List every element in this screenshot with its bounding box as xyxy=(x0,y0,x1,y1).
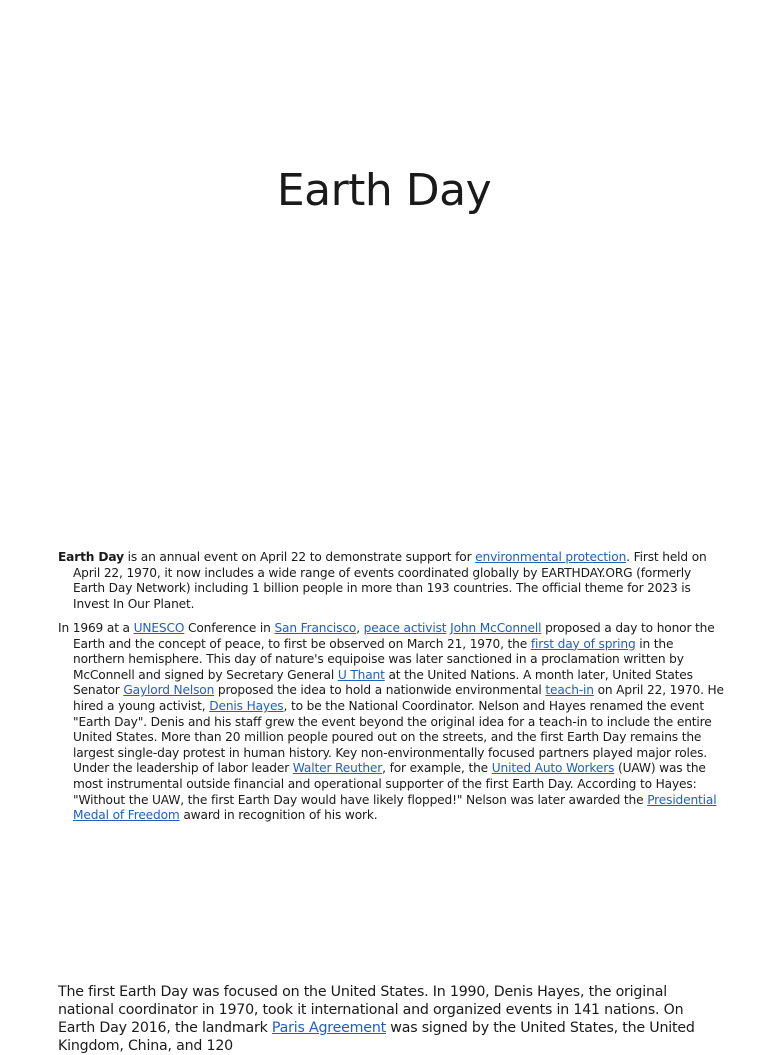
link-san-francisco[interactable]: San Francisco xyxy=(274,621,357,635)
link-united-auto-workers[interactable]: United Auto Workers xyxy=(491,761,615,776)
link-gaylord-nelson[interactable]: Gaylord Nelson xyxy=(123,683,215,698)
history-paragraph xyxy=(58,621,725,824)
link-teach-in[interactable]: teach-in xyxy=(545,683,594,698)
text: proposed the idea to hold a nationwide environmental xyxy=(214,683,546,698)
text: In 1969 at a xyxy=(58,621,134,635)
link-unesco[interactable]: UNESCO xyxy=(133,621,185,635)
link-presidential-medal-of-freedom[interactable]: Presidential Medal of Freedom xyxy=(73,792,717,823)
link-walter-reuther[interactable]: Walter Reuther xyxy=(292,761,383,776)
intro-paragraph xyxy=(58,550,725,612)
text: Conference in xyxy=(184,621,275,635)
text: at the United Nations. A month later, United States Senator xyxy=(73,667,693,698)
link-paris-agreement[interactable]: Paris Agreement xyxy=(271,1020,386,1036)
text: , xyxy=(356,621,364,635)
link-environmental-protection[interactable]: environmental protection xyxy=(475,550,627,564)
link-first-day-of-spring[interactable]: first day of spring xyxy=(530,636,636,651)
page-title: Earth Day xyxy=(276,165,492,216)
text: . First held on April 22, 1970, it now includes a wide range of events coordinated globally by EARTHDAY.ORG (formerly Earth Day Network) including 1 billion people in more than 193 countries. The official theme for 2023 is Invest In Our Planet. xyxy=(73,550,707,611)
link-john-mcconnell[interactable]: John McConnell xyxy=(450,621,542,635)
text: is an annual event on April 22 to demonstrate support for xyxy=(123,550,476,564)
lead-term: Earth Day xyxy=(58,550,124,564)
text: in the northern hemisphere. This day of nature's equipoise was later sanctioned in a proclamation written by McConnell and signed by Secretary General xyxy=(73,636,684,682)
text: , to be the National Coordinator. Nelson and Hayes renamed the event "Earth Day". Denis and his staff grew the event beyond the original idea for a teach-in to include the entire United States. More than 20 million people poured out on the streets, and the first Earth Day remains the largest single-day protest in human history. Key non-environmentally focused partners played major roles. Under the leadership of labor leader xyxy=(73,698,712,776)
link-denis-hayes[interactable]: Denis Hayes xyxy=(209,698,284,713)
text: on April 22, 1970. He hired a young activist, xyxy=(73,683,724,713)
text: The first Earth Day was focused on the United States. In 1990, Denis Hayes, the original national coordinator in 1970, took it international and organized events in 141 nations. On Earth Day 2016, the landmark xyxy=(58,984,684,1036)
international-paragraph xyxy=(58,983,718,1055)
text: award in recognition of his work. xyxy=(179,808,378,823)
text: , for example, the xyxy=(382,761,492,776)
link-peace-activist[interactable]: peace activist xyxy=(363,621,447,635)
link-u-thant[interactable]: U Thant xyxy=(337,667,385,682)
text: was signed by the United States, the United Kingdom, China, and 120 xyxy=(58,1020,695,1054)
text: proposed a day to honor the Earth and the concept of peace, to first be observed on March 21, 1970, the xyxy=(73,621,715,651)
text: (UAW) was the most instrumental outside financial and operational supporter of the first Earth Day. According to Hayes: "Without the UAW, the first Earth Day would have likely flopped!" Nelson was later awarded the xyxy=(73,761,706,807)
